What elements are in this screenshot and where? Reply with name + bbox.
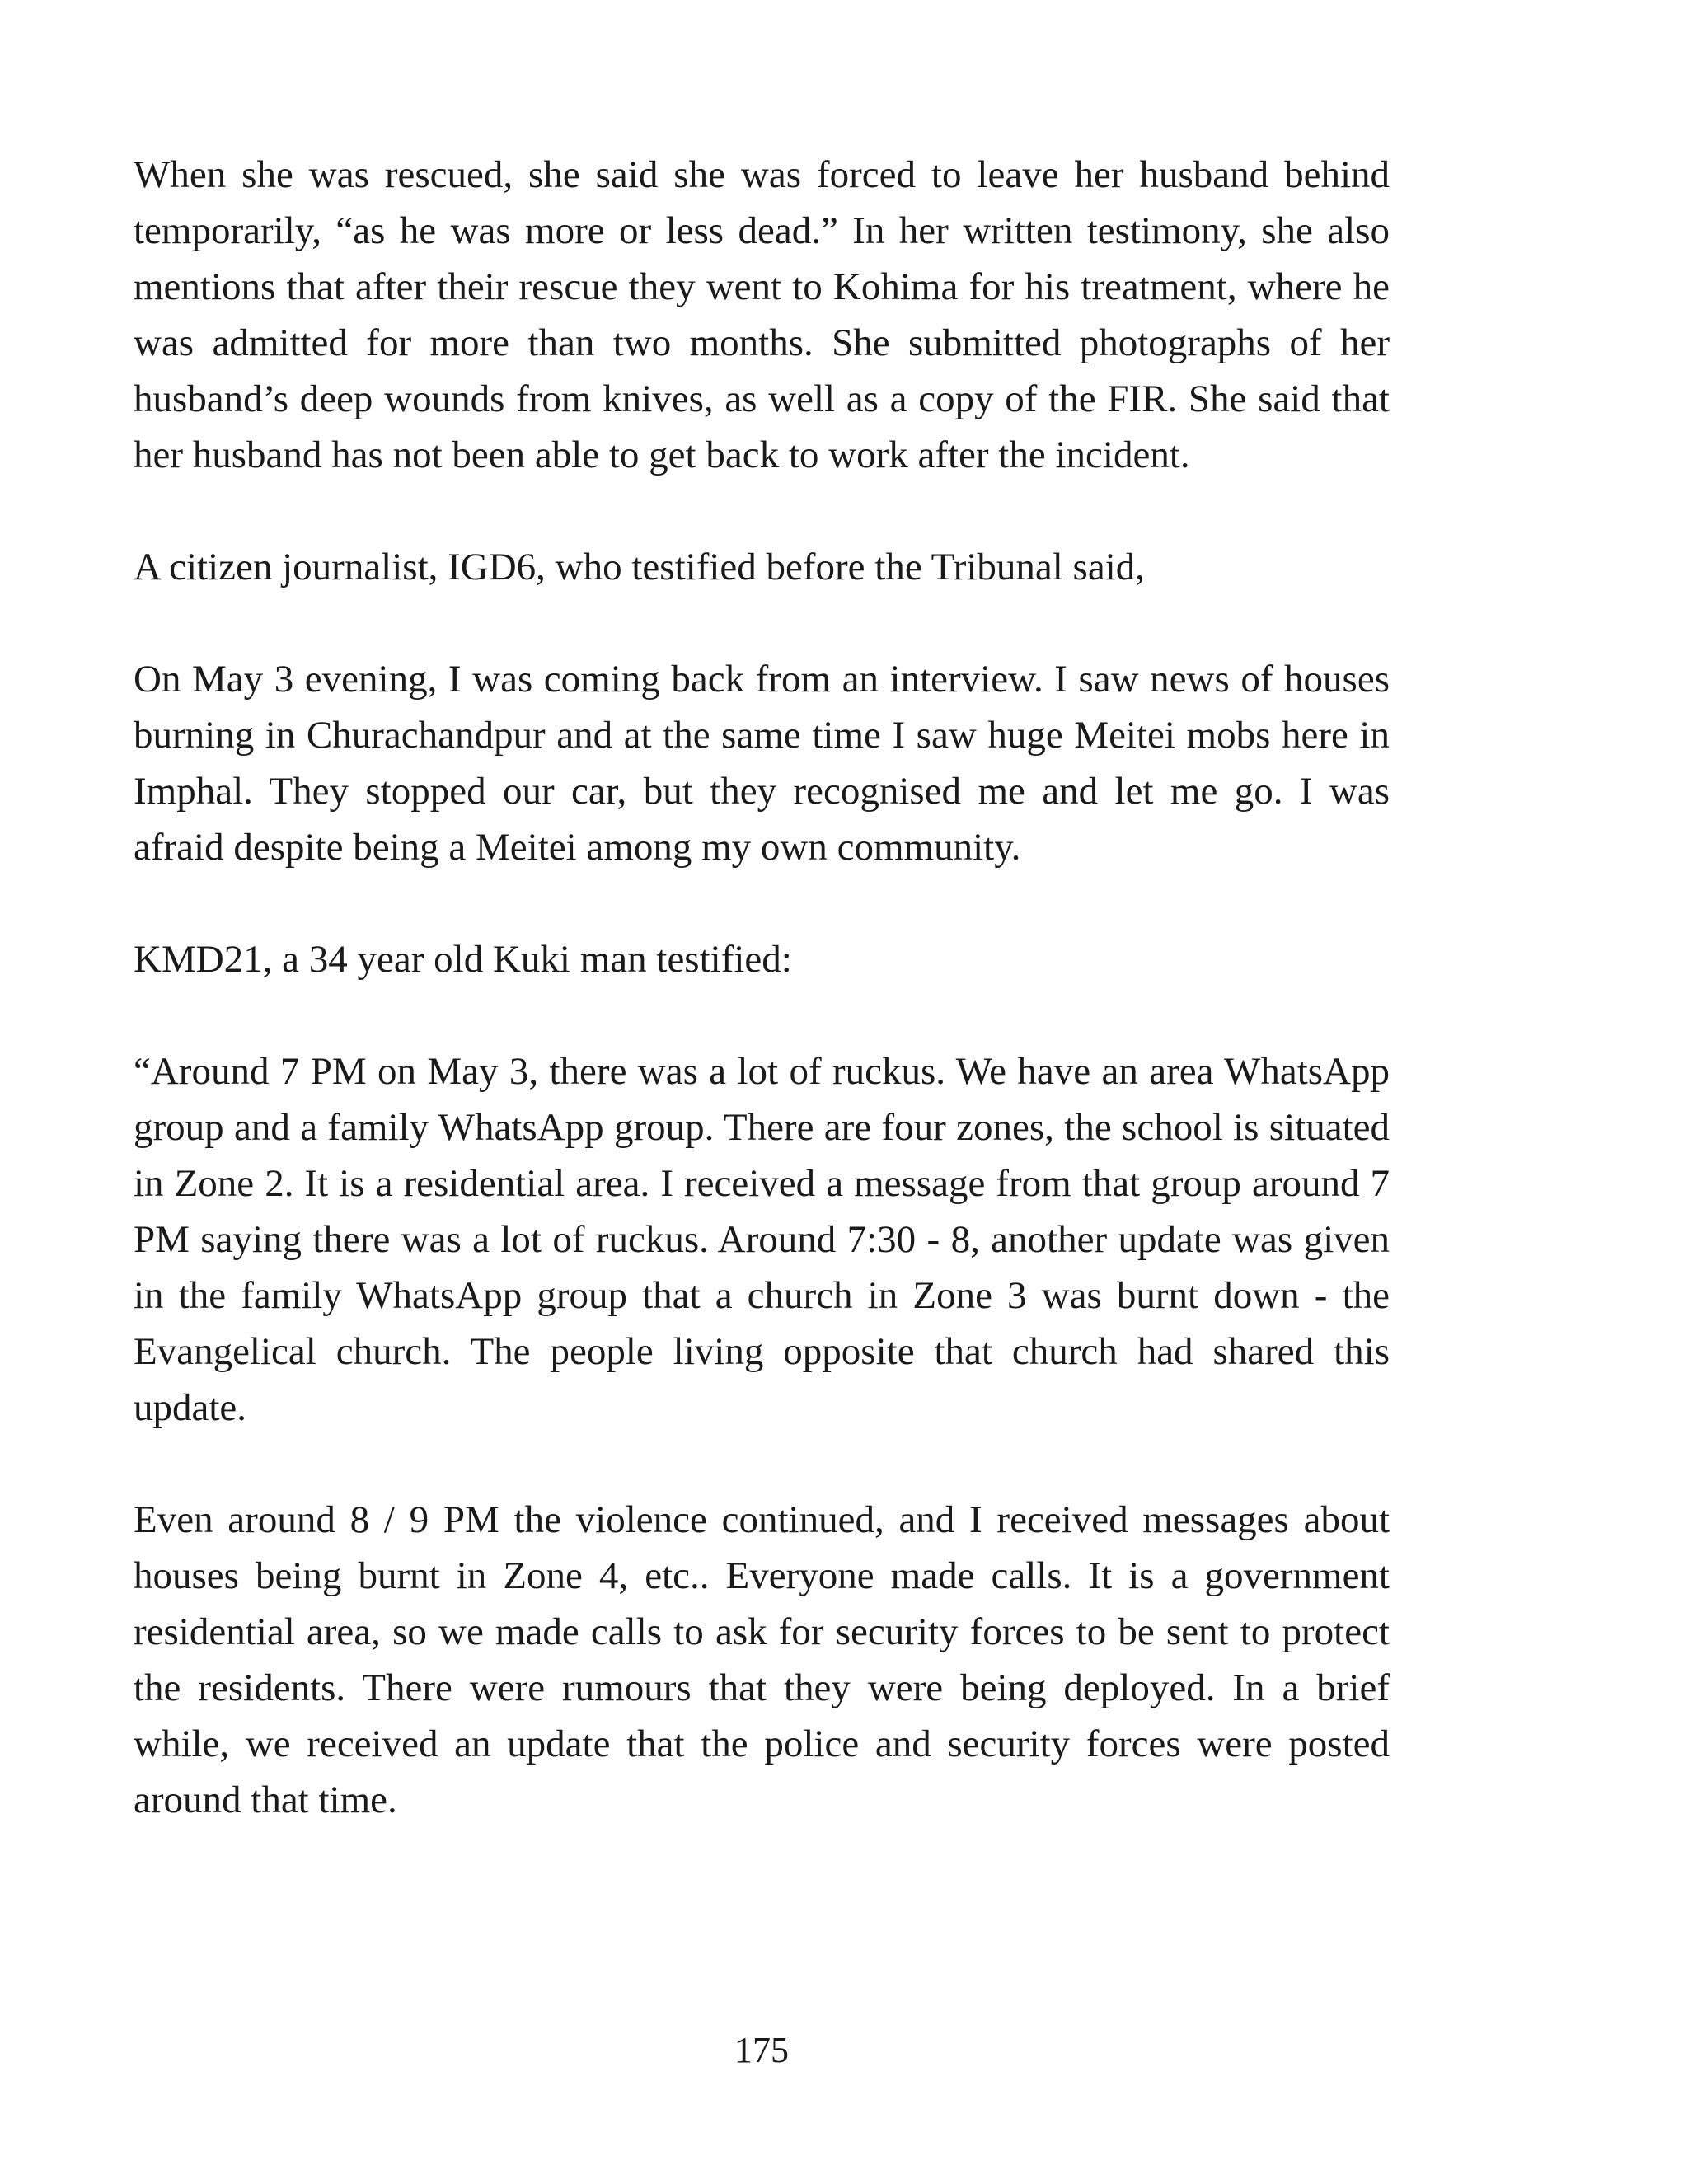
paragraph-rescue-testimony: When she was rescued, she said she was forced to leave her husband behind temporarily, “as he was more or less dead.” In her written testimony, she also mentions that after their rescue they went to Kohima for his treatment, where he was admitted for more than two months. She submitted photographs of her husband’s deep wounds from knives, as well as a copy of the FIR. She said that her husband has not been able to get back to work after the incident.	[134, 153, 1390, 476]
paragraph-journalist-quote: On May 3 evening, I was coming back from an interview. I saw news of houses burning in Churachandpur and at the same time I saw huge Meitei mobs here in Imphal. They stopped our car, but they recognised me and let me go. I was afraid despite being a Meitei among my own community.	[134, 658, 1390, 869]
paragraph-kmd21-quote-part1: “Around 7 PM on May 3, there was a lot of ruckus. We have an area WhatsApp group and a family WhatsApp group. There are four zones, the school is situated in Zone 2. It is a residential area. I received a message from that group around 7 PM saying there was a lot of ruckus. Around 7:30 - 8, another update was given in the family WhatsApp group that a church in Zone 3 was burnt down - the Evangelical church. The people living opposite that church had shared this update.	[134, 1050, 1390, 1429]
page-number: 175	[734, 2030, 789, 2070]
paragraph-citizen-journalist-intro: A citizen journalist, IGD6, who testified before the Tribunal said,	[134, 546, 1146, 588]
paragraph-kmd21-intro: KMD21, a 34 year old Kuki man testified:	[134, 938, 792, 981]
paragraph-kmd21-quote-part2: Even around 8 / 9 PM the violence continued, and I received messages about houses being burnt in Zone 4, etc.. Everyone made calls. It is a government residential area, so we made calls to ask for security forces to be sent to protect the residents. There were rumours that they were being deployed. In a brief while, we received an update that the police and security forces were posted around that time.	[134, 1498, 1390, 1821]
page-body	[134, 147, 1390, 1884]
